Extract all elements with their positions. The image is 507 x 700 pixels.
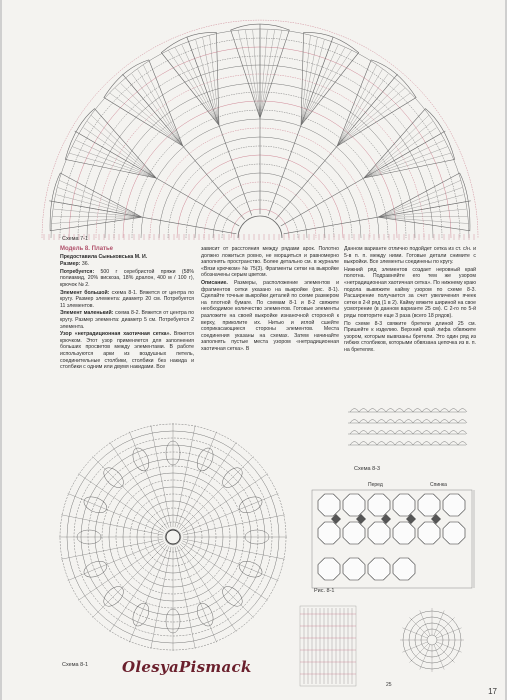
size-label: Размер: — [60, 261, 81, 268]
leaf-stitch — [126, 79, 183, 146]
strap-arch — [440, 420, 449, 424]
octagon-element — [318, 558, 340, 580]
motif-spoke — [151, 425, 171, 527]
right-text-column — [344, 246, 476, 355]
right-para-2: Нижний ряд элементов создает неровный край полотна. Подравняйте его тем же узором «нетрадиционная хаотичная сетка». По нижнему краю подола вывяжите кайму узором по схеме 8-3. Расширение получается за счет увеличения ячеек сетки в 2-й ряд (1 в 2). Кайму вяжите шириной на свое усмотрение (в данном варианте 25 см). С 2-го по 5-й ряды повторите еще 3 раза (всего 18 рядов). — [344, 266, 476, 319]
leaf-stitch — [203, 38, 219, 126]
pattern-label: Узор «нетрадиционная хаотичная сетка». — [60, 331, 171, 338]
strap-pattern-diagram — [342, 404, 472, 464]
strap-arch — [386, 431, 395, 435]
leaf-stitch — [337, 88, 405, 146]
circular-motif — [59, 423, 287, 651]
small-motif-spoke — [436, 644, 455, 663]
needed-text: 500 г серебристой пряжи (58% полиамид, 20% вискоза, 18% дралон, 400 м / 100 г), крючок № 2. — [60, 268, 194, 288]
small-motif-spoke — [409, 644, 428, 663]
strap-arch — [458, 409, 467, 413]
strap-arch — [449, 431, 458, 435]
strap-arch — [350, 431, 359, 435]
motif-spoke — [78, 543, 164, 601]
page-number: 17 — [488, 687, 497, 696]
leaf-stitch — [87, 121, 156, 178]
right-para-1: Данном варианте отлично подойдет сетка из ст. с/н. и 5-в п. п. между ними. Готовые детали снимите с выкройки. Все элементы соединены по кругу. — [344, 246, 476, 266]
strap-arch — [368, 420, 377, 424]
fan-diagram — [42, 20, 478, 240]
top-crochet-diagram — [40, 6, 480, 244]
leaf-stitch — [364, 134, 440, 178]
strap-arch — [404, 409, 413, 413]
octagon-element — [343, 522, 365, 544]
motif-spoke — [179, 442, 237, 528]
leaf-stitch — [132, 74, 183, 146]
strap-arch — [377, 409, 386, 413]
strap-arch — [368, 442, 377, 446]
octagon-element — [318, 522, 340, 544]
octagon-element — [393, 522, 415, 544]
chart-8-1-caption: Схема 8-1 — [62, 662, 89, 668]
motif-spoke — [181, 543, 267, 601]
strap-arch — [440, 431, 449, 435]
strap-arch — [368, 409, 377, 413]
strap-arch — [422, 409, 431, 413]
circular-motif-diagram — [54, 418, 292, 656]
big-element-text: схема 8-1. Вяжется от центра по кругу. Размер элемента: диаметр 20 см. Потребуется 11 элементов. — [60, 289, 194, 309]
strap-arch — [359, 420, 368, 424]
strap-arch — [377, 420, 386, 424]
strap-arch — [386, 442, 395, 446]
dimension-front-label: Перед — [368, 482, 383, 488]
leaf-stitch — [80, 134, 156, 178]
motif-center — [166, 530, 180, 544]
left-text-column — [60, 246, 194, 372]
leaf-stitch — [55, 202, 142, 217]
fan-leaf — [337, 60, 416, 146]
strap-arch — [431, 420, 440, 424]
size-value: 36. — [81, 261, 90, 268]
strap-arch — [413, 442, 422, 446]
strap-arch — [431, 442, 440, 446]
strap-arch — [395, 442, 404, 446]
bottom-patterns — [300, 606, 464, 688]
octagon-element — [368, 558, 390, 580]
octagon-element — [418, 494, 440, 516]
leaf-stitch — [115, 88, 183, 146]
strap-arch — [359, 442, 368, 446]
strap-arch — [449, 409, 458, 413]
leaf-stitch — [121, 83, 183, 146]
leaf-stitch — [364, 147, 447, 178]
right-para-3: По схеме 8-3 свяжите бретели длиной 25 см. Пришейте к изделию. Верхний край лифа обвяжите узором, которым вывязаны бретели. Это один ряд из гибких столбиков, которыми обвязана цепочка из в. п. на бретелях. — [344, 320, 476, 353]
small-element-text: схема 8-2. Вяжется от центра по кругу. Размер элемента: диаметр 5 см. Потребуется 2 элемента. — [60, 310, 194, 330]
top-chart-caption: Схема 7-1 — [62, 236, 89, 242]
pattern-text: Вяжется крючком. Этот узор применяется для заполнения больших просветов между элементами. В работе используются арки из воздушных петель, соединительные столбики, столбики без накида и столбики с одним или двумя накидами. Все — [60, 331, 194, 371]
strap-arch — [350, 409, 359, 413]
motif-spoke — [110, 442, 168, 528]
leaf-stitch — [378, 217, 468, 223]
strap-arch — [431, 409, 440, 413]
layout-pattern — [312, 490, 474, 588]
description-text: Размеры, расположение элементов и фрагментов сетки указано на выкройке (рис. 8-1). Сделайте точные выкройки деталей по схеме размером на плотной бумаге. По схемам 8-1 и 8-2 свяжите необходимое количество элементов. Готовые элементы разложите на своей выкройке изнаночной стороной к верху, приколите их. Нитью и иглой сшейте соприкасающиеся стороны элементов. Места соединения указаны на схемах. Затем начинайте заполнять пустые места узором «нетрадиционная хаотичная сетка». В — [201, 279, 339, 352]
strap-arch — [359, 431, 368, 435]
octagon-element — [343, 558, 365, 580]
strap-arch — [404, 431, 413, 435]
leaf-stitch — [73, 147, 156, 178]
strap-arch — [422, 420, 431, 424]
octagon-element — [443, 494, 465, 516]
strap-arch — [413, 409, 422, 413]
motif-spoke — [181, 474, 267, 532]
octagon-element — [343, 494, 365, 516]
leaf-stitch — [378, 202, 465, 217]
leaf-stitch — [168, 50, 219, 125]
motif-spoke — [78, 474, 164, 532]
octagon-element — [418, 522, 440, 544]
strap-arch — [440, 409, 449, 413]
strap-arch — [359, 409, 368, 413]
leaf-stitch — [337, 74, 388, 146]
leaf-stitch — [364, 140, 444, 178]
layout-pattern-figure — [308, 476, 478, 594]
small-motif-ring — [427, 635, 437, 645]
strap-arch — [404, 420, 413, 424]
strap-arch — [350, 442, 359, 446]
small-motif-spoke — [409, 617, 428, 636]
motif-spoke — [61, 539, 163, 559]
octagon-element — [393, 494, 415, 516]
dimension-small-label: 25 — [386, 682, 392, 688]
strap-arch — [449, 420, 458, 424]
octagon-element — [318, 494, 340, 516]
magazine-page — [2, 0, 505, 700]
leaf-stitch — [260, 30, 275, 118]
motif-spoke — [61, 515, 163, 535]
model-title: Модель 8. Платье — [60, 246, 113, 252]
big-element-label: Элемент большой: — [60, 289, 110, 296]
strap-arch — [458, 420, 467, 424]
small-motif-spoke — [436, 617, 455, 636]
motif-spoke — [183, 539, 285, 559]
strap-arch — [377, 442, 386, 446]
motif-spoke — [110, 545, 168, 631]
strap-arch — [422, 431, 431, 435]
leaf-stitch — [58, 187, 142, 217]
leaf-stitch — [364, 121, 433, 178]
leaf-stitch — [337, 83, 399, 146]
watermark-signature: OlesyaPismack — [122, 658, 252, 676]
motif-spoke — [183, 515, 285, 535]
strap-arch — [458, 431, 467, 435]
strap-arch — [395, 409, 404, 413]
octagon-element — [443, 522, 465, 544]
motif-spoke — [175, 547, 195, 649]
middle-text-column — [201, 246, 339, 354]
strap-arch — [404, 442, 413, 446]
strap-arch — [431, 431, 440, 435]
strap-arch — [449, 442, 458, 446]
strap-arch — [440, 442, 449, 446]
strap-arch — [422, 442, 431, 446]
strap-arch — [395, 431, 404, 435]
octagon-element — [368, 522, 390, 544]
middle-para-1: зависит от расстояния между рядами арок. Полотно должно ложиться ровно, не морщиться и равномерно заполнять пространство. Более детально см. в журнале «Вязи крючком» № 75(3). Фрагменты сетки на выкройке обозначены серым цветом. — [201, 246, 339, 279]
author-line: Предоставила Сыньковська М. И. — [60, 253, 148, 260]
leaf-stitch — [378, 187, 462, 217]
dimension-back-label: Спинка — [430, 482, 447, 488]
leaf-stitch — [238, 30, 260, 118]
bottom-small-diagrams — [298, 604, 478, 690]
motif-spoke — [179, 545, 237, 631]
strap-arch — [377, 431, 386, 435]
small-element-label: Элемент маленький: — [60, 310, 114, 317]
strap-arch — [368, 431, 377, 435]
motif-spoke — [151, 547, 171, 649]
strap-arch — [386, 420, 395, 424]
strap-arch — [386, 409, 395, 413]
leaf-stitch — [76, 140, 156, 178]
fig-8-1-caption: Рис. 8-1 — [314, 588, 335, 594]
chart-8-3-caption: Схема 8-3 — [354, 466, 381, 472]
strap-arch — [413, 431, 422, 435]
leaf-stitch — [301, 48, 345, 126]
strap-arch — [413, 420, 422, 424]
leaf-stitch — [301, 50, 352, 125]
leaf-stitch — [337, 79, 394, 146]
strap-arch — [395, 420, 404, 424]
leaf-stitch — [301, 38, 317, 126]
octagon-element — [393, 558, 415, 580]
fan-leaf — [104, 60, 183, 146]
strap-arch — [350, 420, 359, 424]
motif-spoke — [175, 425, 195, 527]
needed-label: Потребуется: — [60, 268, 95, 275]
leaf-stitch — [175, 48, 219, 126]
strap-pattern — [348, 409, 467, 446]
description-label: Описание. — [201, 279, 228, 286]
octagon-element — [368, 494, 390, 516]
strap-arch — [458, 442, 467, 446]
